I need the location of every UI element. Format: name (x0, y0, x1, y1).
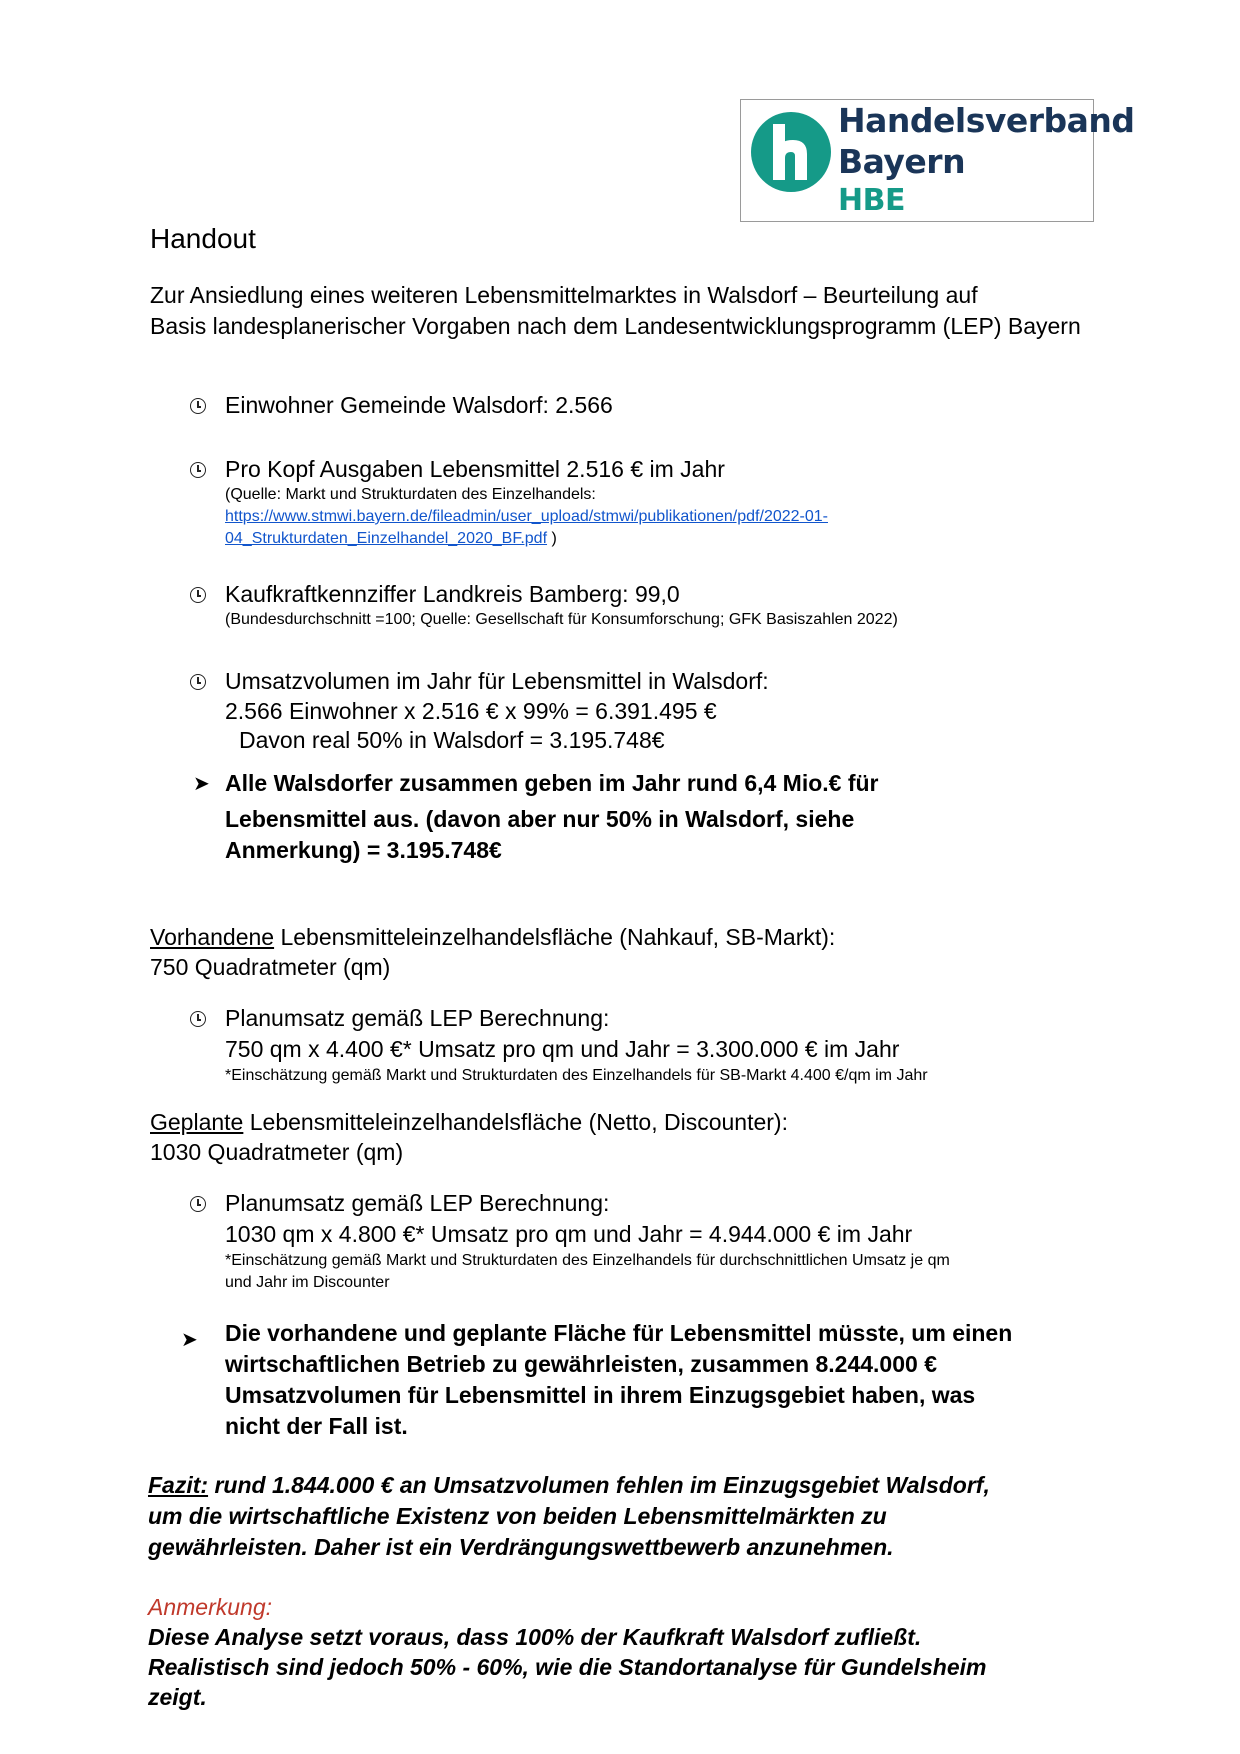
hbe-logo (740, 99, 1135, 222)
source-link-line1[interactable] (225, 506, 828, 528)
subtitle-line2: Basis landesplanerischer Vorgaben nach dem Landesentwicklungsprogramm (LEP) Bayern (150, 313, 1081, 339)
logo-text-line3: HBE (838, 183, 905, 218)
planumsatz2-note2: und Jahr im Discounter (225, 1274, 390, 1291)
fazit-label: Fazit: (148, 1472, 209, 1498)
anmerkung (148, 1592, 986, 1712)
bullet-kaufkraft (225, 579, 898, 631)
vorhandene-flaeche (150, 922, 835, 982)
fazit-line1: rund 1.844.000 € an Umsatzvolumen fehlen im Einzugsgebiet Walsdorf, (208, 1472, 990, 1498)
pro-kopf-main: Pro Kopf Ausgaben Lebensmittel 2.516 € im Jahr (225, 456, 725, 482)
source-close: ) (547, 530, 557, 547)
geplante-label: Geplante (150, 1109, 244, 1135)
anmerkung-line3: zeigt. (148, 1684, 207, 1710)
clock-icon (190, 1011, 206, 1027)
umsatz-line1: Umsatzvolumen im Jahr für Lebensmittel in Walsdorf: (225, 668, 769, 694)
bullet-umsatzvolumen (225, 666, 769, 753)
flaeche-line4: nicht der Fall ist. (225, 1413, 408, 1439)
flaeche-line2: wirtschaftlichen Betrieb zu gewährleisten, zusammen 8.244.000 € (225, 1351, 937, 1377)
geplante-qm: 1030 Quadratmeter (qm) (150, 1139, 404, 1165)
arrowhead-icon: ➤ (181, 1329, 198, 1351)
umsatz-line2: 2.566 Einwohner x 2.516 € x 99% = 6.391.495 € (225, 698, 717, 724)
umsatz-line3: Davon real 50% in Walsdorf = 3.195.748€ (239, 727, 665, 753)
planumsatz2-line1: Planumsatz gemäß LEP Berechnung: (225, 1190, 610, 1216)
planumsatz2-line2: 1030 qm x 4.800 €* Umsatz pro qm und Jahr = 4.944.000 € im Jahr (225, 1221, 913, 1247)
anmerkung-line2: Realistisch sind jedoch 50% - 60%, wie die Standortanalyse für Gundelsheim (148, 1654, 987, 1680)
logo-text-line2: Bayern (838, 142, 966, 181)
planumsatz1-line1: Planumsatz gemäß LEP Berechnung: (225, 1005, 610, 1031)
vorhandene-qm: 750 Quadratmeter (qm) (150, 954, 391, 980)
summary-walsdorf (225, 765, 879, 863)
clock-icon (190, 1196, 206, 1212)
clock-icon (190, 462, 206, 478)
hbe-logo-mark-icon (749, 110, 833, 194)
bullet-planumsatz-vorhanden (225, 1003, 928, 1087)
fazit (148, 1470, 990, 1563)
source-link[interactable]: https://www.stmwi.bayern.de/fileadmin/user_upload/stmwi/publikationen/pdf/2022-01- (225, 508, 828, 525)
planumsatz1-line2: 750 qm x 4.400 €* Umsatz pro qm und Jahr = 3.300.000 € im Jahr (225, 1036, 900, 1062)
page-title: Handout (150, 223, 256, 254)
fazit-line2: um die wirtschaftliche Existenz von beiden Lebensmittelmärkten zu (148, 1503, 887, 1529)
planumsatz1-note: *Einschätzung gemäß Markt und Strukturdaten des Einzelhandels für SB-Markt 4.400 €/qm im Jahr (225, 1067, 928, 1084)
source-link-cont[interactable]: 04_Strukturdaten_Einzelhandel_2020_BF.pdf (225, 530, 548, 547)
geplante-text: Lebensmitteleinzelhandelsfläche (Netto, Discounter): (243, 1109, 788, 1135)
vorhandene-label: Vorhandene (150, 924, 275, 950)
pro-kopf-source: (Quelle: Markt und Strukturdaten des Einzelhandels: (225, 486, 596, 503)
bullet-pro-kopf (225, 454, 828, 550)
summary-flaeche (225, 1318, 1012, 1442)
summary-line1: Alle Walsdorfer zusammen geben im Jahr rund 6,4 Mio.€ für (225, 770, 879, 796)
logo-text-line1: Handelsverband (838, 101, 1135, 140)
kaufkraft-main: Kaufkraftkennziffer Landkreis Bamberg: 99,0 (225, 581, 680, 607)
bullet-planumsatz-geplant (225, 1188, 950, 1294)
anmerkung-line1: Diese Analyse setzt voraus, dass 100% der Kaufkraft Walsdorf zufließt. (148, 1624, 922, 1650)
arrowhead-icon: ➤ (193, 773, 210, 795)
source-link-line2 (225, 528, 828, 550)
summary-line3: Anmerkung) = 3.195.748€ (225, 837, 502, 863)
subtitle-line1: Zur Ansiedlung eines weiteren Lebensmittelmarktes in Walsdorf – Beurteilung auf (150, 282, 978, 308)
flaeche-line3: Umsatzvolumen für Lebensmittel in ihrem Einzugsgebiet haben, was (225, 1382, 976, 1408)
clock-icon (190, 674, 206, 690)
planumsatz2-note1: *Einschätzung gemäß Markt und Strukturdaten des Einzelhandels für durchschnittlichen Umsatz je qm (225, 1252, 950, 1269)
vorhandene-text: Lebensmitteleinzelhandelsfläche (Nahkauf, SB-Markt): (274, 924, 836, 950)
subtitle (150, 280, 1081, 342)
clock-icon (190, 587, 206, 603)
anmerkung-label: Anmerkung: (148, 1594, 273, 1620)
kaufkraft-note: (Bundesdurchschnitt =100; Quelle: Gesellschaft für Konsumforschung; GFK Basiszahlen 2022) (225, 611, 898, 628)
bullet-einwohner: Einwohner Gemeinde Walsdorf: 2.566 (225, 392, 613, 418)
geplante-flaeche (150, 1107, 788, 1167)
fazit-line3: gewährleisten. Daher ist ein Verdrängungswettbewerb anzunehmen. (148, 1534, 894, 1560)
summary-line2: Lebensmittel aus. (davon aber nur 50% in Walsdorf, siehe (225, 806, 855, 832)
flaeche-line1: Die vorhandene und geplante Fläche für Lebensmittel müsste, um einen (225, 1320, 1013, 1346)
clock-icon (190, 398, 206, 414)
